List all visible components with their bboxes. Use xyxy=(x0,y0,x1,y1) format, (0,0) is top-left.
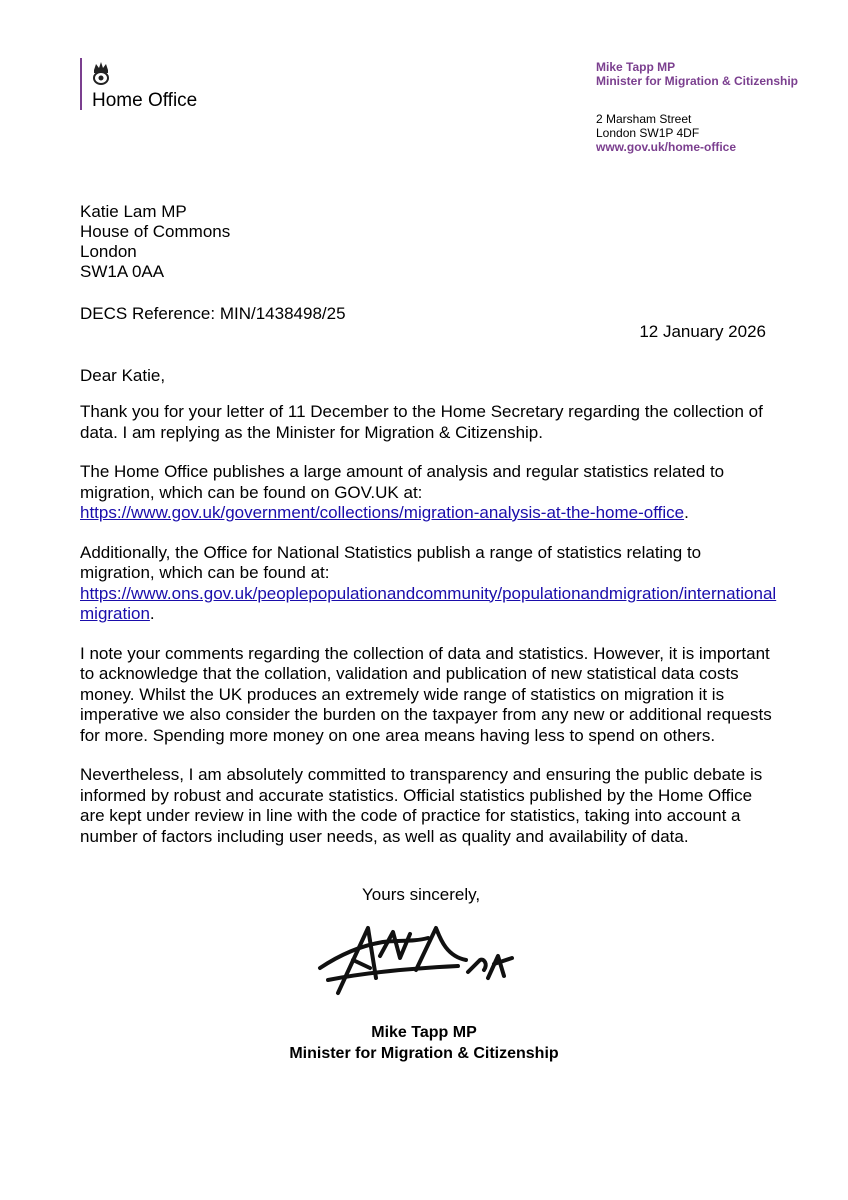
logo-divider xyxy=(80,58,82,110)
letterhead-minister xyxy=(596,60,798,88)
closing-phrase: Yours sincerely, xyxy=(362,885,481,904)
address-line-1: 2 Marsham Street xyxy=(596,112,692,126)
letterhead-minister-title: Minister for Migration & Citizenship xyxy=(596,74,799,88)
letter-date: 12 January 2026 xyxy=(639,322,766,341)
website-link[interactable]: www.gov.uk/home-office xyxy=(596,140,737,154)
handwritten-signature xyxy=(298,898,550,1006)
address-line-2: London SW1P 4DF xyxy=(596,126,700,140)
paragraph-2-text: The Home Office publishes a large amount of analysis and regular statistics related to migration, which can be found on GOV.UK at: xyxy=(80,462,725,502)
recipient-line-2: House of Commons xyxy=(80,222,231,241)
paragraph-2: The Home Office publishes a large amount of analysis and regular statistics related to migration, which can be found on GOV.UK at: https://www.gov.uk/government/collections/migration-analysis-at-the-home-office. xyxy=(80,462,725,522)
gov-uk-migration-link[interactable]: https://www.gov.uk/government/collections/migration-analysis-at-the-home-office xyxy=(80,503,685,522)
recipient-address xyxy=(80,202,230,282)
royal-crest-icon xyxy=(90,60,112,86)
sender-address xyxy=(596,112,736,154)
signatory-name: Mike Tapp MP xyxy=(371,1024,477,1041)
recipient-postcode: SW1A 0AA xyxy=(80,262,165,281)
recipient-line-3: London xyxy=(80,242,137,261)
letter-body xyxy=(80,402,780,866)
paragraph-5: Nevertheless, I am absolutely committed to transparency and ensuring the public debate is informed by robust and accurate statistics. Official statistics published by the Home Office are kept under review in line with the code of practice for statistics, taking into account a number of factors including user needs, as well as quality and availability of data. xyxy=(80,765,763,846)
letterhead-minister-name: Mike Tapp MP xyxy=(596,60,676,74)
signatory-block xyxy=(280,1022,568,1064)
paragraph-3: Additionally, the Office for National Statistics publish a range of statistics relating to migration, which can be found at: https://www.ons.gov.uk/peoplepopulationandcommunity/populationandmigration/internationalmigration. xyxy=(80,542,777,623)
salutation: Dear Katie, xyxy=(80,366,166,385)
signatory-title: Minister for Migration & Citizenship xyxy=(289,1045,559,1062)
paragraph-1: Thank you for your letter of 11 December to the Home Secretary regarding the collection of data. I am replying as the Minister for Migration & Citizenship. xyxy=(80,402,763,442)
reference-number: DECS Reference: MIN/1438498/25 xyxy=(80,304,346,323)
recipient-name: Katie Lam MP xyxy=(80,202,187,221)
ons-migration-link[interactable]: https://www.ons.gov.uk/peoplepopulationandcommunity/populationandmigration/internationalmigration xyxy=(80,583,777,623)
department-name: Home Office xyxy=(92,90,198,111)
paragraph-3-text: Additionally, the Office for National Statistics publish a range of statistics relating to migration, which can be found at: xyxy=(80,542,702,582)
paragraph-4: I note your comments regarding the collection of data and statistics. However, it is important to acknowledge that the collation, validation and publication of new statistical data costs money. Whilst the UK produces an extremely wide range of statistics on migration it is imperative we also consider the burden on the taxpayer from any new or additional requests for more. Spending more money on one area means having less to spend on others. xyxy=(80,643,772,745)
